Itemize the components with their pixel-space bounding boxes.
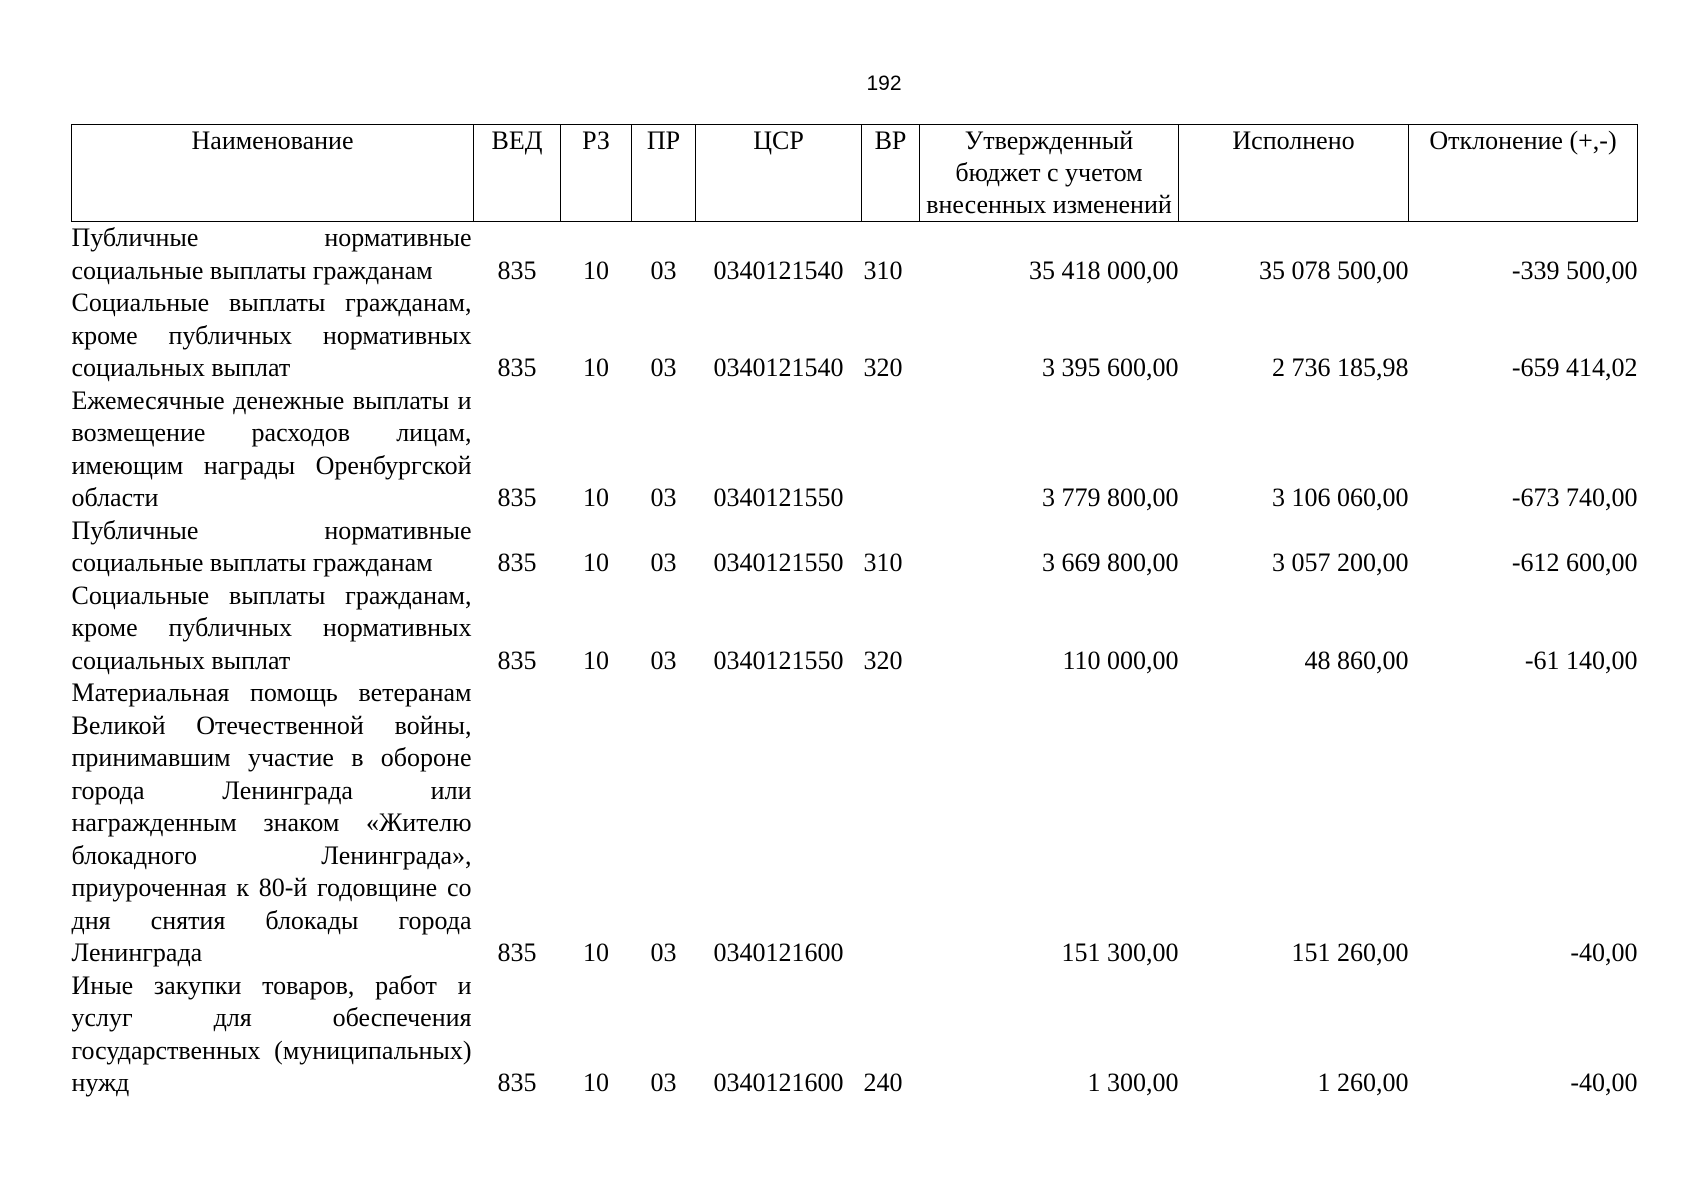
row-vr: 240 [863, 1068, 903, 1097]
row-vr: 320 [863, 353, 903, 382]
row-name: Ежемесячные денежные выплаты и возмещение расходов лицам, имеющим награды Оренбургской области [71, 385, 472, 512]
row-csr: 0340121600 [713, 1068, 844, 1097]
row-ved: 835 [497, 645, 537, 675]
column-header-executed: Исполнено [1179, 125, 1409, 222]
row-pr: 03 [650, 353, 677, 382]
row-executed: 1 260,00 [1317, 1068, 1409, 1097]
row-rz: 10 [583, 645, 609, 675]
row-vr [862, 385, 920, 515]
table-row [72, 222, 1638, 288]
row-rz: 10 [583, 1068, 609, 1097]
row-approved: 151 300,00 [1061, 938, 1179, 967]
row-ved: 835 [497, 353, 537, 382]
row-vr: 310 [863, 255, 903, 285]
column-header-ved: ВЕД [474, 125, 561, 222]
row-name: Публичные нормативные социальные выплаты гражданам [71, 223, 472, 285]
row-pr: 03 [650, 645, 677, 675]
table-row [72, 515, 1638, 580]
row-name: Социальные выплаты гражданам, кроме публичных нормативных социальных выплат [71, 580, 472, 675]
row-deviation: -659 414,02 [1511, 353, 1638, 382]
row-executed: 3 106 060,00 [1272, 483, 1409, 512]
row-rz: 10 [583, 483, 609, 512]
row-approved: 3 669 800,00 [1042, 548, 1179, 577]
row-deviation: -339 500,00 [1511, 255, 1638, 285]
table-row [72, 580, 1638, 678]
row-ved: 835 [497, 483, 537, 512]
row-csr: 0340121600 [713, 938, 844, 967]
row-vr [862, 677, 920, 970]
row-approved: 3 779 800,00 [1042, 483, 1179, 512]
row-deviation: -40,00 [1570, 1068, 1638, 1097]
row-vr: 320 [863, 645, 903, 675]
column-header-deviation: Отклонение (+,-) [1409, 125, 1638, 222]
row-rz: 10 [583, 353, 609, 382]
budget-execution-table [71, 124, 1638, 1100]
row-pr: 03 [650, 938, 677, 967]
row-deviation: -612 600,00 [1511, 548, 1638, 577]
row-ved: 835 [497, 548, 537, 577]
column-header-rz: РЗ [561, 125, 632, 222]
row-pr: 03 [650, 1068, 677, 1097]
table-row [72, 970, 1638, 1100]
row-deviation: -61 140,00 [1524, 645, 1638, 675]
row-rz: 10 [583, 938, 609, 967]
row-name: Иные закупки товаров, работ и услуг для обеспечения государственных (муниципальных) нужд [71, 970, 472, 1097]
row-approved: 3 395 600,00 [1042, 353, 1179, 382]
row-rz: 10 [583, 255, 609, 285]
column-header-name: Наименование [72, 125, 474, 222]
row-ved: 835 [497, 938, 537, 967]
row-csr: 0340121550 [713, 548, 844, 577]
row-name: Социальные выплаты гражданам, кроме публичных нормативных социальных выплат [71, 288, 472, 382]
row-vr: 310 [863, 548, 903, 577]
row-name: Публичные нормативные социальные выплаты гражданам [71, 515, 472, 577]
row-approved: 35 418 000,00 [1029, 255, 1179, 285]
page-number: 192 [866, 72, 902, 95]
column-header-approved-budget: Утвержденный бюджет с учетом внесенных изменений [920, 125, 1179, 222]
row-executed: 48 860,00 [1304, 645, 1409, 675]
row-csr: 0340121550 [713, 483, 844, 512]
row-executed: 35 078 500,00 [1259, 255, 1409, 285]
column-header-pr: ПР [632, 125, 696, 222]
row-csr: 0340121550 [713, 645, 844, 675]
column-header-vr: ВР [862, 125, 920, 222]
row-ved: 835 [497, 255, 537, 285]
table-row [72, 677, 1638, 970]
row-rz: 10 [583, 548, 609, 577]
row-executed: 151 260,00 [1291, 938, 1409, 967]
row-executed: 2 736 185,98 [1272, 353, 1409, 382]
row-csr: 0340121540 [713, 255, 844, 285]
row-pr: 03 [650, 483, 677, 512]
row-deviation: -40,00 [1570, 938, 1638, 967]
row-approved: 110 000,00 [1062, 645, 1179, 675]
table-row [72, 287, 1638, 385]
row-name: Материальная помощь ветеранам Великой Отечественной войны, принимавшим участие в обороне города Ленинграда или награжденным знаком «Жителю блокадного Ленинграда», приуроченная к 80-й годовщине со дня снятия блокады города Ленинграда [71, 678, 472, 967]
row-executed: 3 057 200,00 [1272, 548, 1409, 577]
row-ved: 835 [497, 1068, 537, 1097]
column-header-csr: ЦСР [696, 125, 862, 222]
row-csr: 0340121540 [713, 353, 844, 382]
row-approved: 1 300,00 [1087, 1068, 1179, 1097]
row-pr: 03 [650, 548, 677, 577]
row-pr: 03 [650, 255, 677, 285]
table-header-row [72, 125, 1638, 222]
table-row [72, 385, 1638, 515]
row-deviation: -673 740,00 [1511, 483, 1638, 512]
